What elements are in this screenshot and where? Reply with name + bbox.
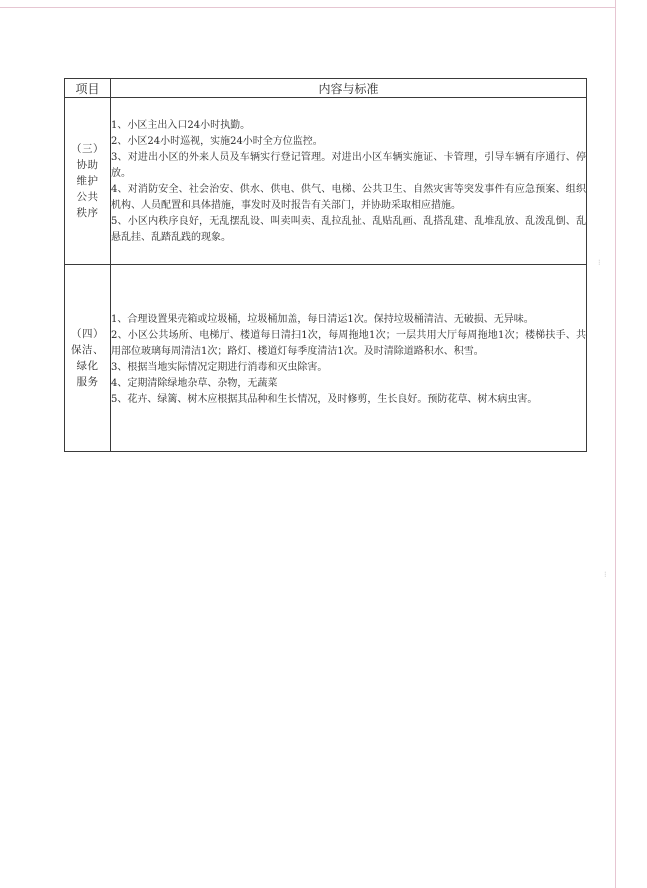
table-header-row bbox=[65, 79, 587, 98]
content-line: 2、小区公共场所、电梯厅、楼道每日清扫1次，每周拖地1次；一层共用大厅每周拖地1次；楼梯扶手、共用部位玻璃每周清洁1次；路灯、楼道灯每季度清洁1次。及时清除道路积水、积雪。 bbox=[111, 330, 586, 357]
content-line: 4、对消防安全、社会治安、供水、供电、供气、电梯、公共卫生、自然灾害等突发事件有应急预案、组织机构、人员配置和具体措施，事发时及时报告有关部门，并协助采取相应措施。 bbox=[111, 184, 586, 211]
scan-artifact: ⁝ bbox=[604, 570, 607, 579]
content-line: 1、小区主出入口24小时执勤。 bbox=[111, 120, 251, 131]
content-line: 5、小区内秩序良好，无乱摆乱设、叫卖叫卖、乱拉乱扯、乱贴乱画、乱搭乱建、乱堆乱放、乱泼乱倒、乱悬乱挂、乱踏乱践的现象。 bbox=[111, 216, 586, 243]
content-line: 1、合理设置果壳箱或垃圾桶，垃圾桶加盖，每日清运1次。保持垃圾桶清洁、无破损、无异味。 bbox=[111, 314, 534, 325]
content-cell-order bbox=[111, 98, 587, 265]
header-item: 项目 bbox=[65, 79, 111, 98]
content-line: 2、小区24小时巡视，实施24小时全方位监控。 bbox=[111, 136, 323, 147]
content-cell-cleaning bbox=[111, 265, 587, 452]
table-row bbox=[65, 265, 587, 452]
table-row bbox=[65, 98, 587, 265]
content-line: 3、对进出小区的外来人员及车辆实行登记管理。对进出小区车辆实施证、卡管理，引导车辆有序通行、停放。 bbox=[111, 152, 586, 179]
page-border-top bbox=[0, 7, 615, 8]
header-content: 内容与标准 bbox=[111, 79, 587, 98]
item-cell-order: （三） 协助 维护 公共 秩序 bbox=[65, 98, 111, 265]
page-border-right bbox=[615, 0, 616, 888]
content-line: 5、花卉、绿篱、树木应根据其品种和生长情况，及时修剪，生长良好。预防花草、树木病虫害。 bbox=[111, 394, 538, 405]
scan-artifact: ⁝ bbox=[598, 258, 601, 267]
content-line: 3、根据当地实际情况定期进行消毒和灭虫除害。 bbox=[111, 362, 328, 373]
standards-table bbox=[64, 78, 587, 452]
content-line: 4、定期清除绿地杂草、杂物，无蔬菜 bbox=[111, 378, 278, 389]
item-cell-cleaning: （四） 保洁、 绿化 服务 bbox=[65, 265, 111, 452]
